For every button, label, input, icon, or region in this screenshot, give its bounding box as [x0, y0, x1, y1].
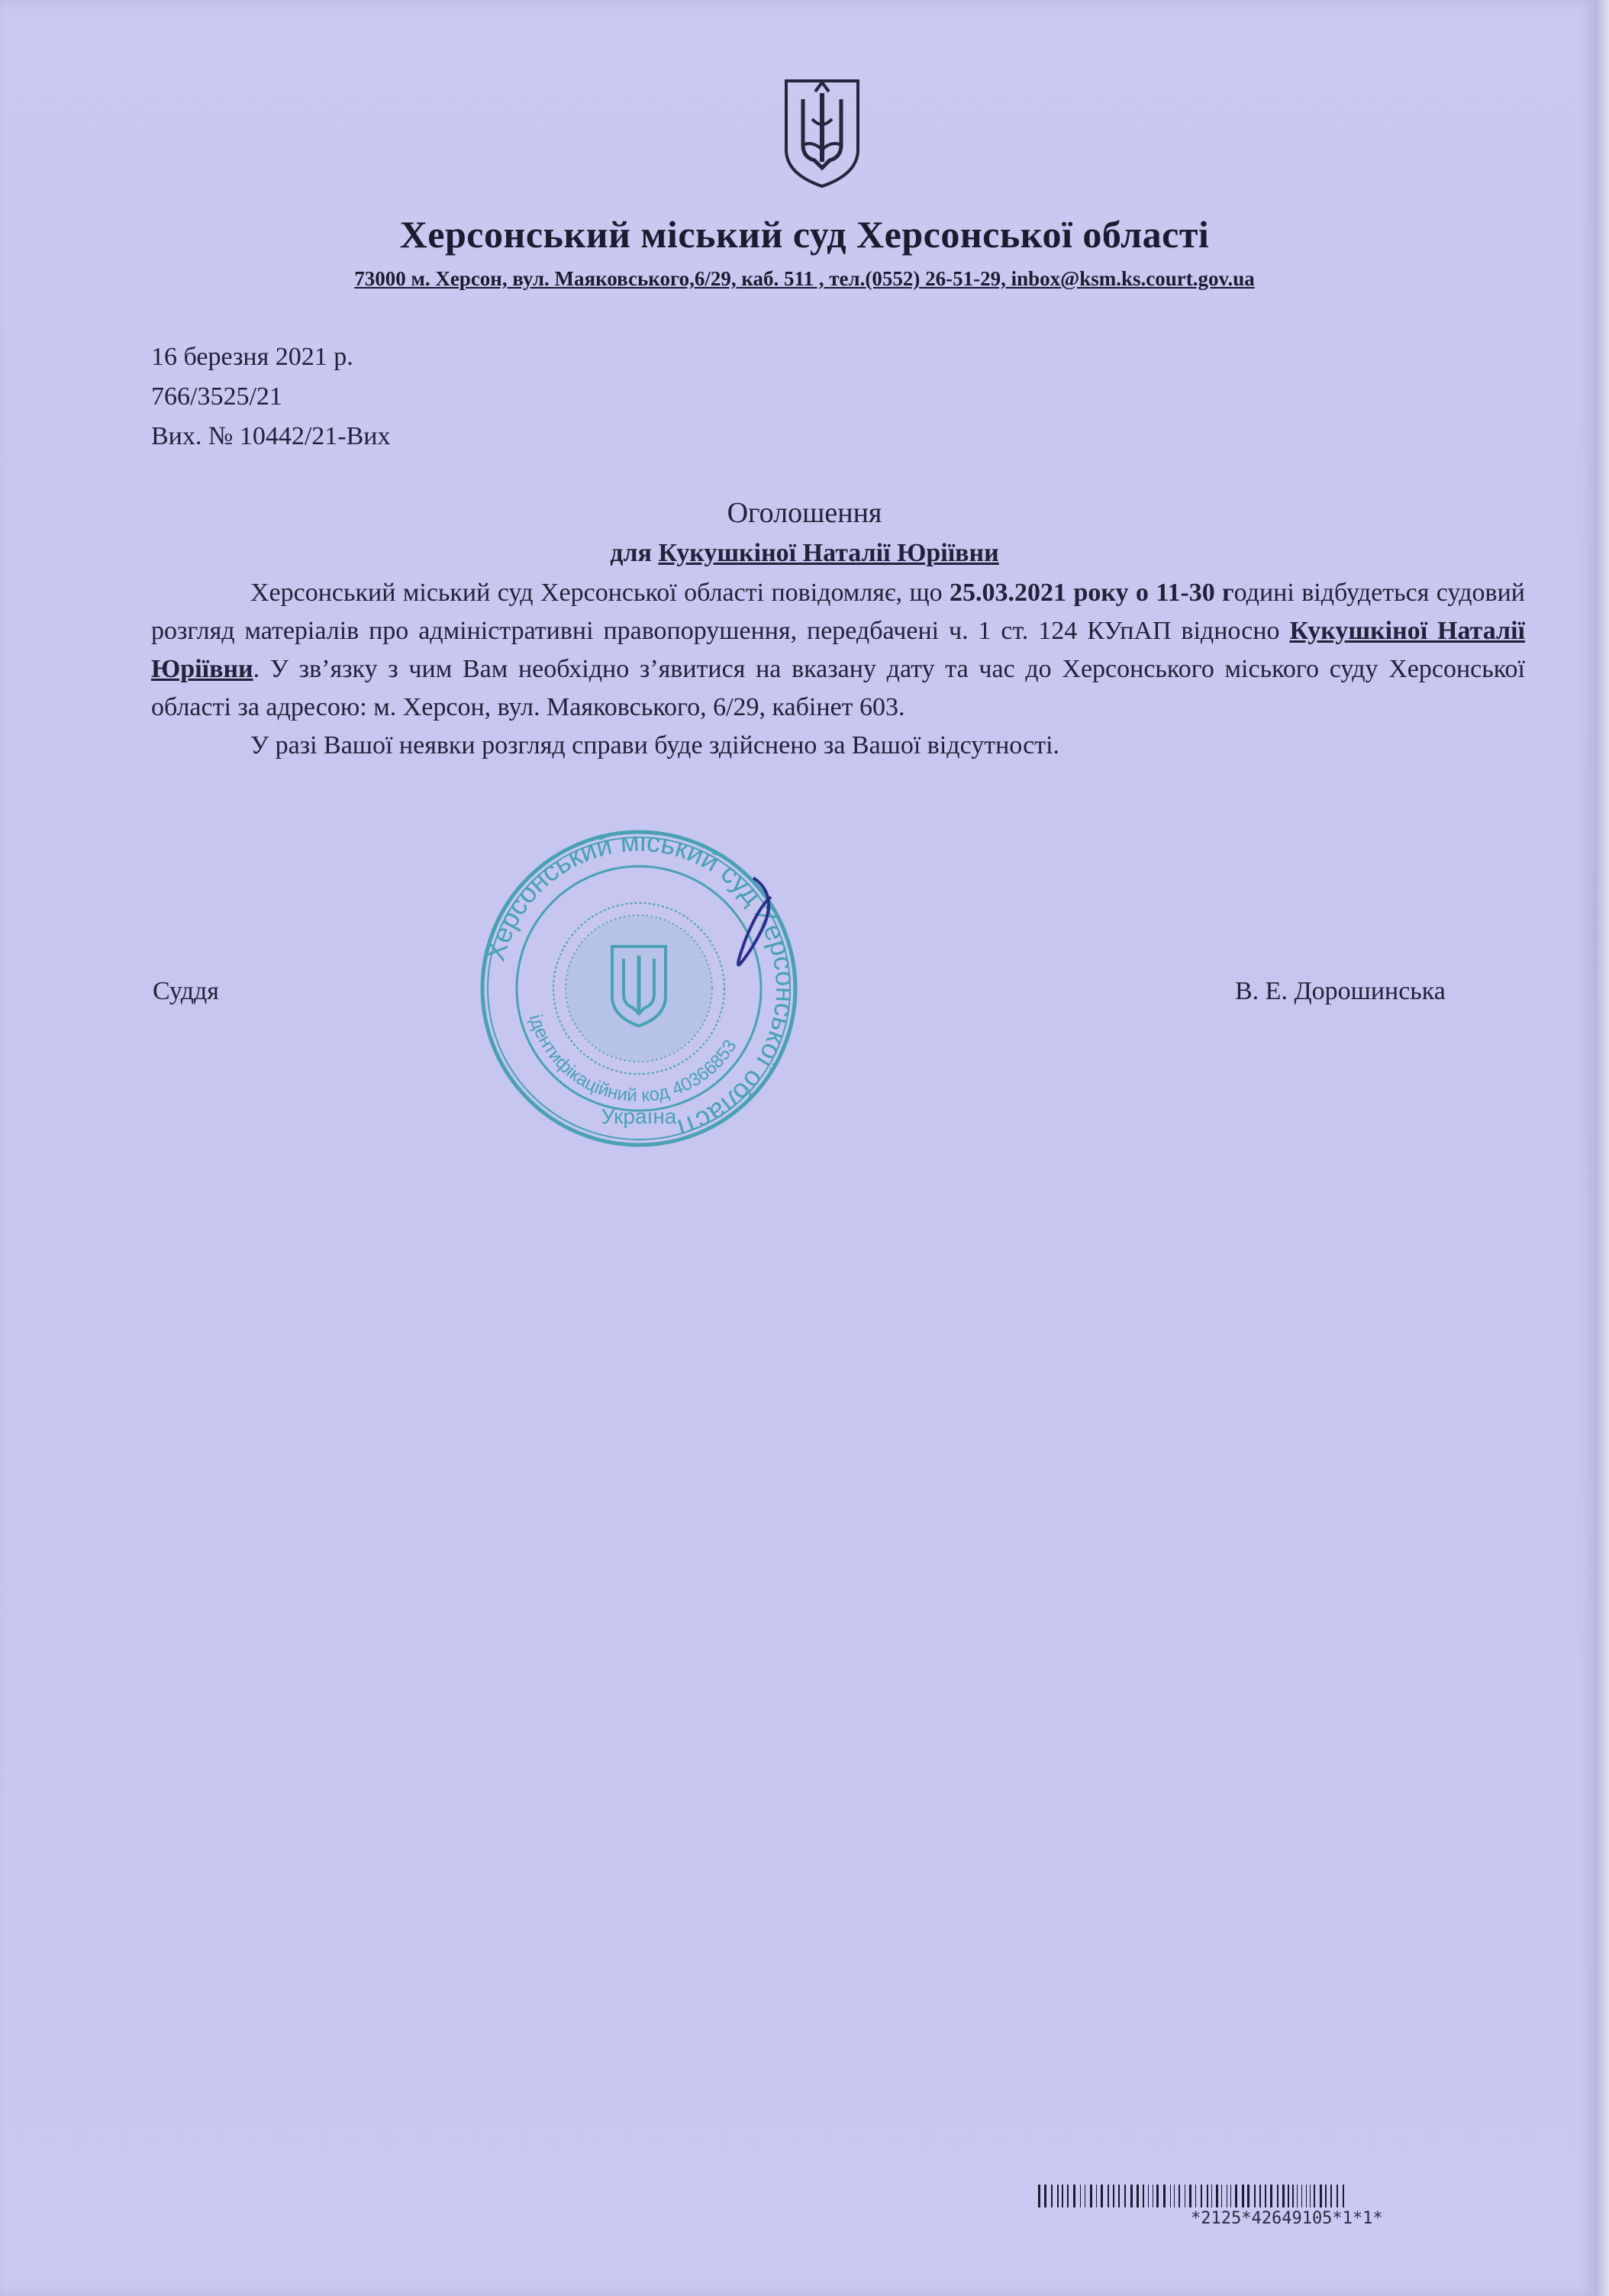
- barcode-bar: [1330, 2185, 1332, 2207]
- barcode-bar: [1247, 2185, 1249, 2207]
- barcode-bar: [1179, 2185, 1180, 2207]
- barcode: [1038, 2185, 1542, 2207]
- notice-paragraph-2: У разі Вашої неявки розгляд справи буде здійснено за Вашої відсутності.: [250, 731, 1060, 759]
- barcode-bar: [1170, 2185, 1171, 2207]
- barcode-bar: [1337, 2185, 1338, 2207]
- seal-inner-text: ідентифікаційний код 40366853: [524, 1012, 741, 1107]
- barcode-bar: [1306, 2185, 1307, 2207]
- barcode-bar: [1057, 2185, 1059, 2207]
- barcode-bar: [1156, 2185, 1159, 2207]
- p1-text-1: Херсонський міський суд Херсонської області повідомляє, що: [250, 579, 950, 607]
- barcode-bar: [1216, 2185, 1218, 2207]
- barcode-bar: [1230, 2185, 1231, 2207]
- barcode-bar: [1282, 2185, 1285, 2207]
- barcode-bar: [1270, 2185, 1272, 2207]
- barcode-bar: [1242, 2185, 1244, 2207]
- hearing-datetime: 25.03.2021 року о 11-30 г: [950, 579, 1234, 607]
- coat-of-arms-icon: [780, 76, 864, 189]
- barcode-bar: [1301, 2185, 1302, 2207]
- p1-text-3: . У зв’язку з чим Вам необхідно з’явитися на вказану дату та час до Херсонського міського суду Херсонської області за адресою: м. Херсон, вул. Маяковського, 6/29, кабінет 603.: [151, 655, 1525, 721]
- barcode-bar: [1320, 2185, 1322, 2207]
- notice-title: Оголошення: [727, 497, 882, 529]
- barcode-bar: [1310, 2185, 1311, 2207]
- document-meta: [151, 337, 390, 456]
- barcode-bar: [1108, 2185, 1109, 2207]
- barcode-text: *2125*42649105*1*1*: [1191, 2209, 1383, 2228]
- court-address: 73000 м. Херсон, вул. Маяковського,6/29, каб. 511 , тел.(0552) 26-51-29, inbox@ksm.ks.court.gov.ua: [354, 267, 1255, 290]
- barcode-bar: [1195, 2185, 1196, 2207]
- barcode-bar: [1038, 2185, 1040, 2207]
- page-edge: [1595, 0, 1609, 2296]
- barcode-bar: [1101, 2185, 1103, 2207]
- barcode-bar: [1067, 2185, 1069, 2207]
- judge-role: Суддя: [153, 977, 219, 1005]
- notice-for-prefix: для: [610, 539, 659, 567]
- barcode-bar: [1174, 2185, 1175, 2207]
- notice-paragraph-1: [151, 574, 1525, 727]
- barcode-bar: [1277, 2185, 1278, 2207]
- p1-text-2: одині відбудеться судовий розгляд матеріалів про адміністративні правопорушення, передбачені ч. 1 ст. 124 КУпАП відносно: [151, 579, 1526, 645]
- barcode-bar: [1297, 2185, 1298, 2207]
- case-number: 766/3525/21: [151, 382, 282, 411]
- barcode-bar: [1343, 2185, 1344, 2207]
- barcode-bar: [1143, 2185, 1144, 2207]
- notice-recipient-line: [0, 539, 1609, 568]
- barcode-bar: [1130, 2185, 1133, 2207]
- barcode-bar: [1235, 2185, 1237, 2207]
- barcode-bar: [1051, 2185, 1053, 2207]
- barcode-bar: [1207, 2185, 1208, 2207]
- barcode-bar: [1201, 2185, 1202, 2207]
- barcode-bar: [1211, 2185, 1212, 2207]
- barcode-bar: [1073, 2185, 1075, 2207]
- barcode-bar: [1254, 2185, 1256, 2207]
- barcode-bar: [1314, 2185, 1315, 2207]
- barcode-bar: [1137, 2185, 1139, 2207]
- notice-recipient: Кукушкіної Наталії Юріївни: [658, 539, 999, 567]
- barcode-bar: [1113, 2185, 1114, 2207]
- barcode-bar: [1325, 2185, 1327, 2207]
- barcode-bar: [1096, 2185, 1097, 2207]
- barcode-bar: [1259, 2185, 1261, 2207]
- barcode-bar: [1265, 2185, 1266, 2207]
- barcode-bar: [1090, 2185, 1092, 2207]
- barcode-bar: [1062, 2185, 1063, 2207]
- barcode-bar: [1124, 2185, 1126, 2207]
- barcode-bar: [1148, 2185, 1149, 2207]
- barcode-bar: [1080, 2185, 1081, 2207]
- outgoing-number: Вих. № 10442/21-Вих: [151, 422, 391, 450]
- barcode-bar: [1044, 2185, 1046, 2207]
- barcode-bar: [1163, 2185, 1166, 2207]
- seal-outer-text: Херсонський міський суд Херсонської області: [479, 825, 802, 1145]
- defendant-name: Кукушкіної Наталії Юріївни: [151, 617, 1526, 683]
- barcode-bar: [1221, 2185, 1222, 2207]
- barcode-bar: [1288, 2185, 1289, 2207]
- court-title: Херсонський міський суд Херсонської області: [399, 213, 1210, 256]
- document-date: 16 березня 2021 р.: [151, 343, 353, 371]
- judge-name: В. Е. Дорошинська: [1235, 977, 1446, 1005]
- barcode-bar: [1292, 2185, 1294, 2207]
- barcode-bar: [1189, 2185, 1191, 2207]
- notice-body: [151, 574, 1525, 765]
- court-seal-stamp: [475, 824, 803, 1153]
- seal-country: Україна: [601, 1104, 677, 1128]
- barcode-bar: [1118, 2185, 1120, 2207]
